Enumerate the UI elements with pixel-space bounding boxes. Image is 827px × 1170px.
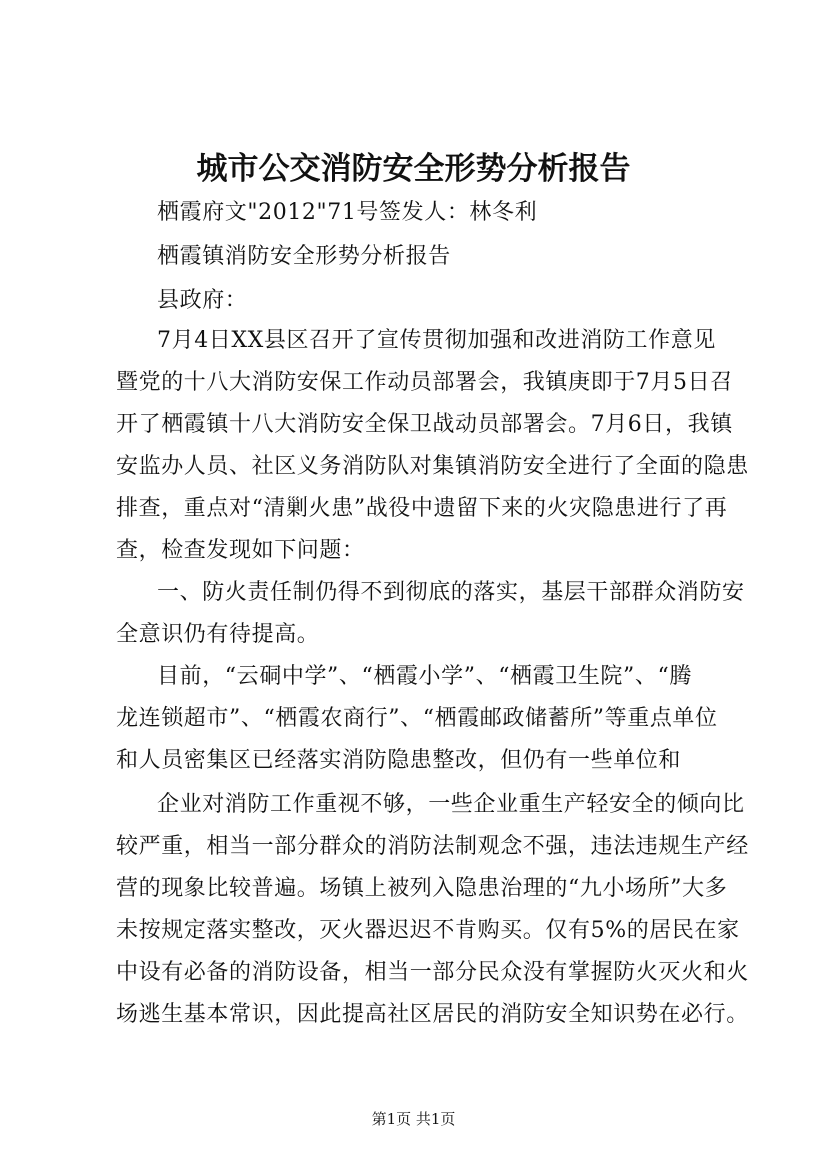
paragraph-line: 目前，“云硐中学”、“栖霞小学”、“栖霞卫生院”、“腾	[157, 664, 692, 689]
paragraph-line: 中设有必备的消防设备，相当一部分民众没有掌握防火灭火和火	[116, 960, 749, 985]
header-line-issuer: 栖霞府文"2012"71号签发人：林冬利	[157, 200, 538, 225]
paragraph-line: 查，检查发现如下问题：	[116, 538, 365, 563]
paragraph-line: 未按规定落实整改，灭火器迟迟不肯购买。仅有5%的居民在家	[116, 918, 740, 943]
document-title: 城市公交消防安全形势分析报告	[196, 151, 631, 187]
paragraph-line: 和人员密集区已经落实消防隐患整改，但仍有一些单位和	[116, 748, 682, 773]
paragraph-line: 龙连锁超市”、“栖霞农商行”、“栖霞邮政储蓄所”等重点单位	[116, 706, 718, 731]
paragraph-line: 营的现象比较普遍。场镇上被列入隐患治理的“九小场所”大多	[116, 876, 728, 901]
paragraph-line: 企业对消防工作重视不够，一些企业重生产轻安全的倾向比	[157, 792, 745, 817]
paragraph-line: 一、防火责任制仍得不到彻底的落实，基层干部群众消防安	[157, 580, 745, 605]
paragraph-line: 安监办人员、社区义务消防队对集镇消防安全进行了全面的隐患	[116, 454, 749, 479]
header-line-subtitle: 栖霞镇消防安全形势分析报告	[157, 244, 451, 269]
paragraph-line: 开了栖霞镇十八大消防安全保卫战动员部署会。7月6日，我镇	[116, 412, 733, 437]
paragraph-line: 排查，重点对“清剿火患”战役中遗留下来的火灾隐患进行了再	[116, 496, 728, 521]
paragraph-line: 7月4日XX县区召开了宣传贯彻加强和改进消防工作意见	[157, 328, 716, 353]
page-footer: 第1页 共1页	[371, 1110, 456, 1128]
paragraph-line: 较严重，相当一部分群众的消防法制观念不强，违法违规生产经	[116, 834, 749, 859]
paragraph-line: 暨党的十八大消防安保工作动员部署会，我镇庚即于7月5日召	[116, 370, 733, 395]
paragraph-line: 场逃生基本常识，因此提高社区居民的消防安全知识势在必行。	[116, 1002, 749, 1027]
paragraph-line: 全意识仍有待提高。	[116, 622, 320, 647]
header-line-recipient: 县政府：	[157, 288, 248, 313]
